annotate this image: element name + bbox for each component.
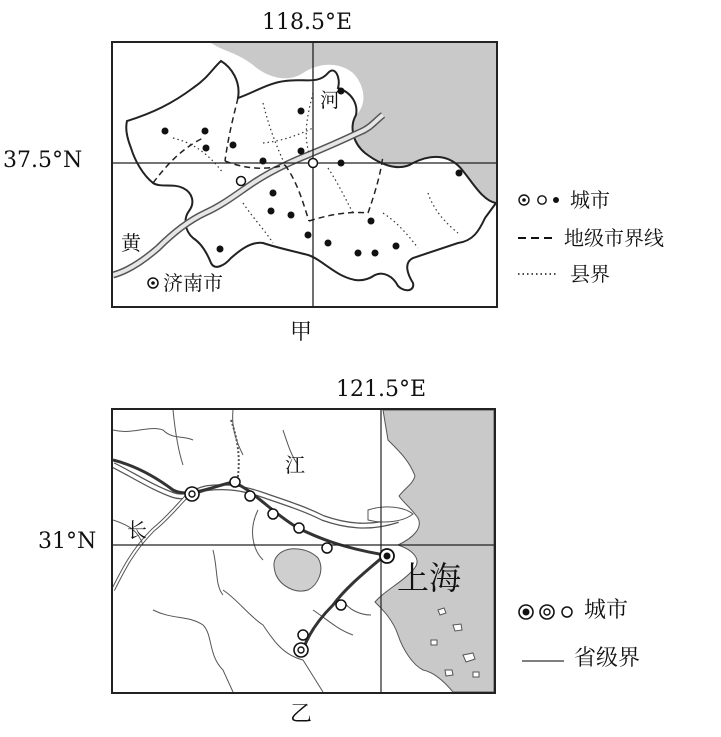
city-circle bbox=[294, 523, 304, 533]
city-dot bbox=[268, 208, 275, 215]
city-circle bbox=[230, 477, 240, 487]
city-circle bbox=[298, 630, 308, 640]
map-jia-canvas bbox=[113, 43, 496, 306]
map-jia-caption: 甲 bbox=[290, 320, 313, 345]
city-dot bbox=[298, 148, 305, 155]
map-yi-longitude-label: 121.5°E bbox=[336, 377, 427, 402]
city-circle bbox=[322, 543, 332, 553]
city-dot bbox=[338, 160, 345, 167]
legend-city-symbols bbox=[516, 190, 566, 210]
city-dot bbox=[230, 142, 237, 149]
map-jia-river-char-yellow: 黄 bbox=[121, 231, 141, 255]
city-dot bbox=[202, 128, 209, 135]
city-double-circle bbox=[185, 487, 199, 501]
legend-city-label-yi: 城市 bbox=[584, 598, 629, 623]
legend-prefecture-label: 地级市界线 bbox=[564, 226, 664, 250]
legend-city-symbols-yi bbox=[516, 600, 580, 624]
city-dot bbox=[325, 240, 332, 247]
map-jia-latitude-label: 37.5°N bbox=[3, 148, 83, 173]
map-jia-jinan-symbol bbox=[148, 278, 158, 288]
map-yi-river-char-chang: 长 bbox=[127, 518, 147, 542]
map-yi-city-label-shanghai: 上海 bbox=[397, 559, 462, 597]
legend-city-label: 城市 bbox=[570, 188, 610, 212]
city-dot bbox=[355, 250, 362, 257]
map-yi-provincial-boundary bbox=[113, 410, 371, 692]
city-circle bbox=[336, 600, 346, 610]
city-dot bbox=[298, 108, 305, 115]
city-circle bbox=[268, 509, 278, 519]
city-dot bbox=[260, 158, 267, 165]
legend-county-line bbox=[518, 264, 558, 284]
map-yi-island bbox=[368, 507, 413, 522]
legend-prefecture-line bbox=[518, 228, 558, 248]
city-dot bbox=[203, 145, 210, 152]
map-jia-prefecture-boundary bbox=[153, 98, 383, 221]
map-yi-lake bbox=[274, 549, 321, 591]
map-jia-longitude-label: 118.5°E bbox=[262, 10, 353, 35]
map-yi-caption: 乙 bbox=[290, 702, 313, 727]
city-dot bbox=[456, 170, 463, 177]
city-dot bbox=[305, 232, 312, 239]
city-circle bbox=[237, 177, 246, 186]
map-jia-city-label-jinan: 济南市 bbox=[163, 271, 223, 295]
city-dot bbox=[270, 190, 277, 197]
city-circle bbox=[309, 159, 318, 168]
city-dot bbox=[217, 246, 224, 253]
city-dot bbox=[372, 250, 379, 257]
legend-provincial-line bbox=[522, 651, 566, 671]
map-jia-river-char-he: 河 bbox=[320, 88, 340, 112]
city-dot bbox=[162, 128, 169, 135]
map-yi-latitude-label: 31°N bbox=[38, 529, 97, 554]
legend-county-label: 县界 bbox=[570, 262, 610, 286]
city-dot bbox=[288, 212, 295, 219]
map-jia bbox=[111, 41, 498, 308]
map-yi-river-char-jiang: 江 bbox=[285, 453, 305, 477]
map-yi bbox=[111, 408, 496, 694]
legend-provincial-label: 省级界 bbox=[574, 646, 641, 671]
city-dot bbox=[368, 218, 375, 225]
city-circle bbox=[245, 491, 255, 501]
city-double-circle bbox=[294, 643, 308, 657]
city-dot bbox=[393, 243, 400, 250]
